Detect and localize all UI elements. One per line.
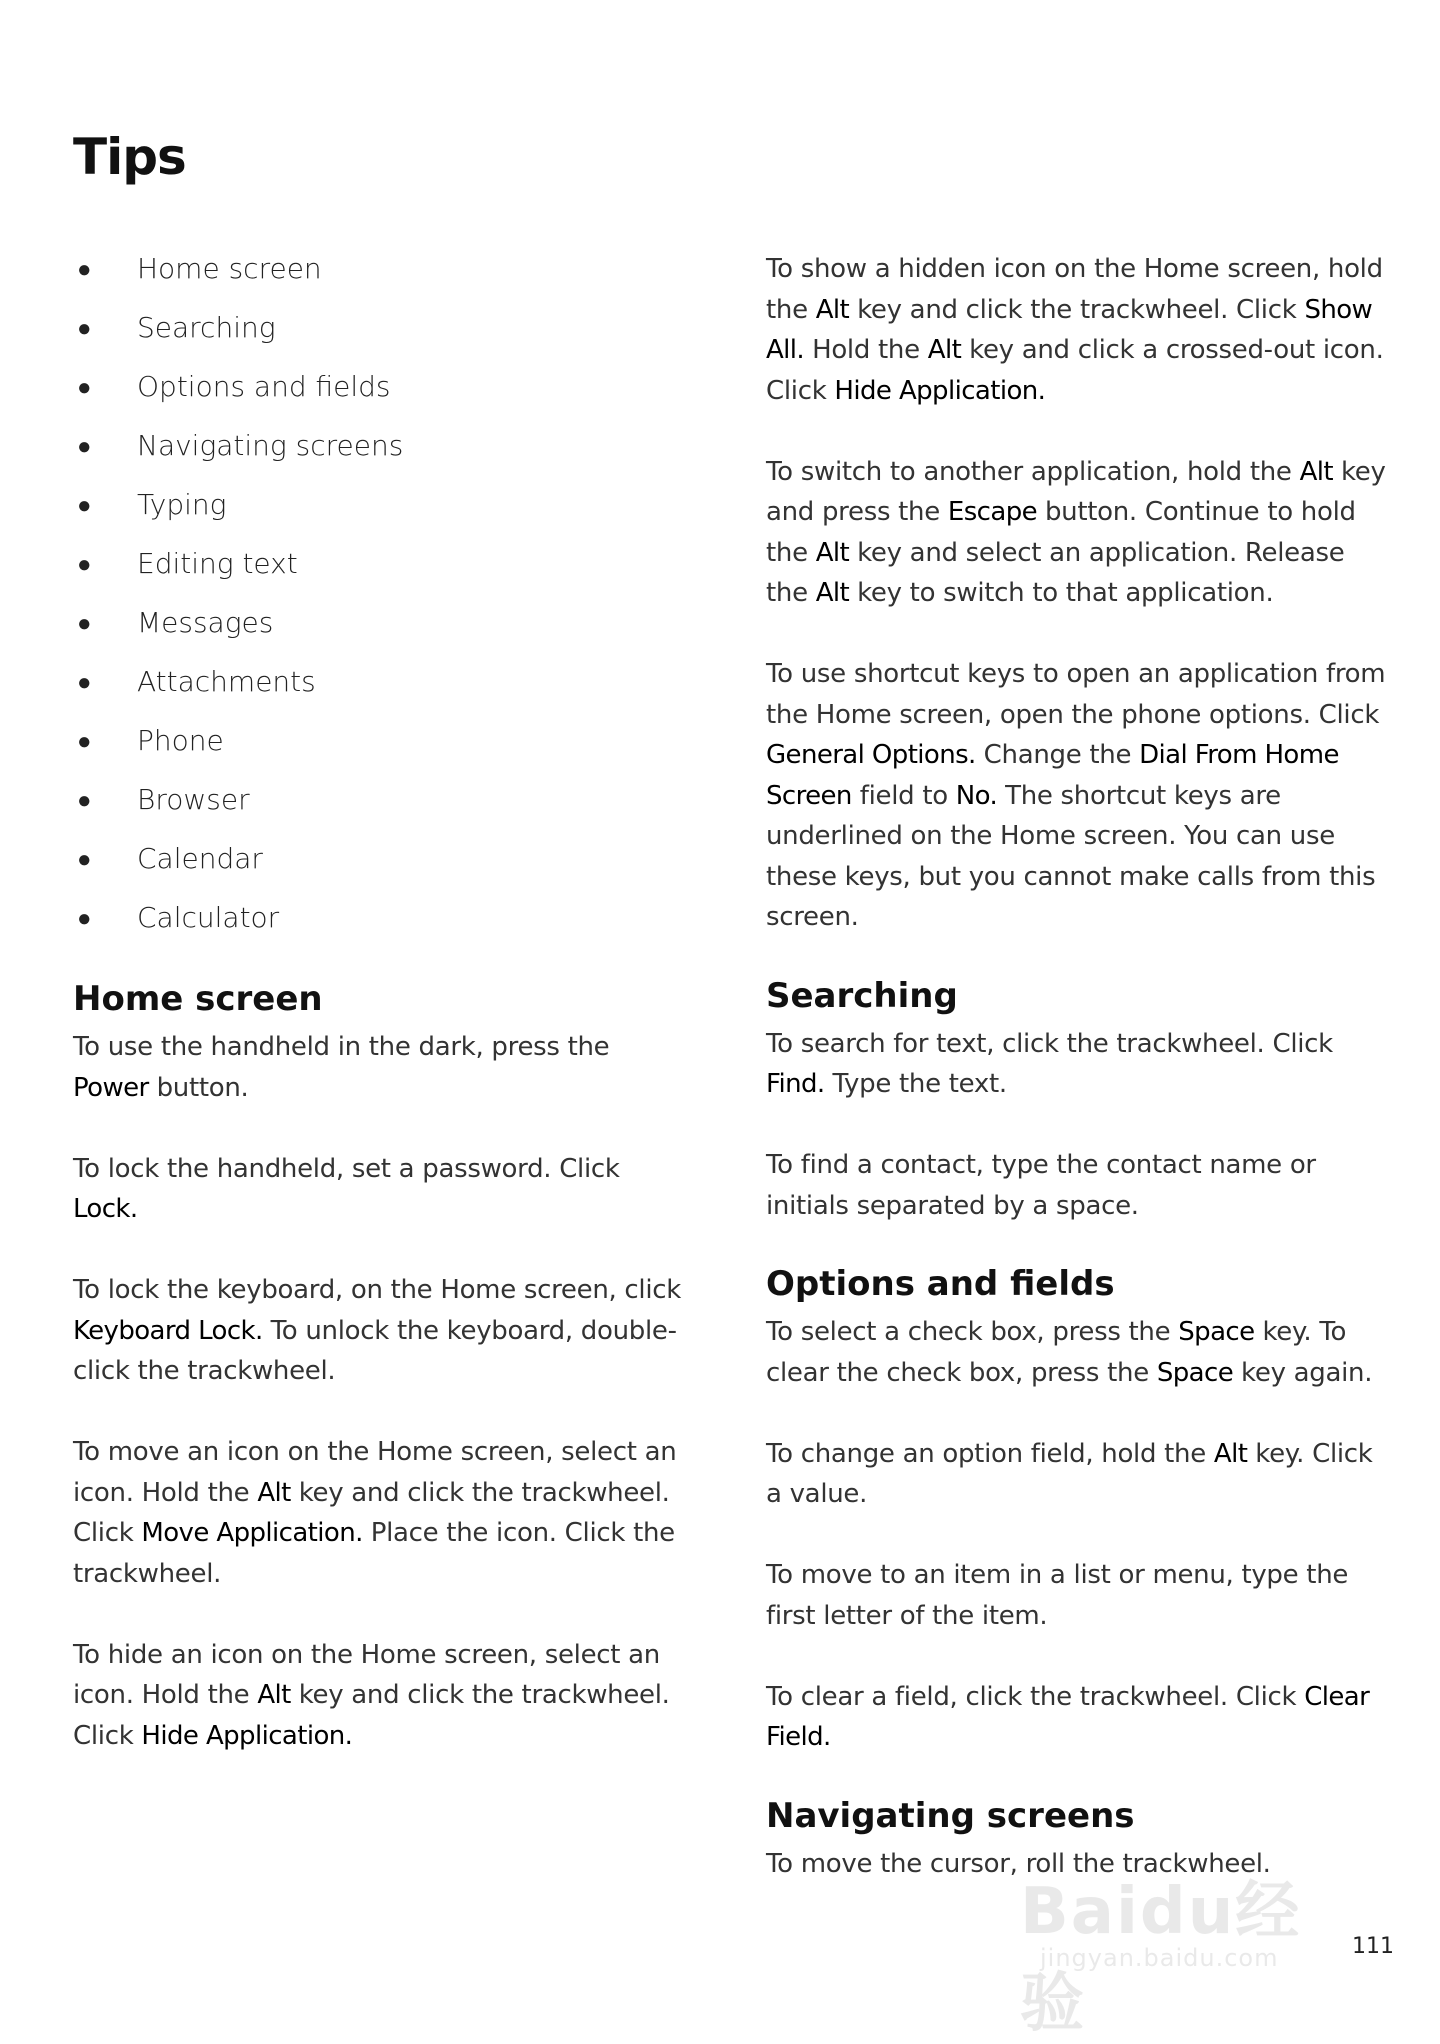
- page-title: Tips: [73, 128, 186, 186]
- watermark-text: Baidu经验: [1020, 1875, 1302, 2041]
- home-paragraph: To use the handheld in the dark, press the Power button.: [73, 1032, 610, 1103]
- options-paragraph: To move to an item in a list or menu, type the first letter of the item.: [766, 1560, 1349, 1631]
- options-paragraph: To clear a field, click the trackwheel. Click Clear Field.: [766, 1681, 1370, 1752]
- home-paragraph: To lock the handheld, set a password. Click Lock.: [73, 1153, 620, 1224]
- bullet-icon: ●: [77, 550, 92, 578]
- page-number: 111: [1352, 1934, 1394, 1959]
- right-column: [766, 249, 1388, 1884]
- list-item: ● Calendar: [73, 839, 689, 898]
- bullet-icon: ●: [77, 373, 92, 401]
- list-item: ● Home screen: [73, 249, 689, 308]
- bullet-icon: ●: [77, 491, 92, 519]
- searching-paragraph: To search for text, click the trackwheel. Click Find. Type the text.: [766, 1028, 1333, 1099]
- home-paragraph: To use shortcut keys to open an application from the Home screen, open the phone options. Click General Options. Change the Dial From Home Screen field to No. The shortcut keys are underlined on the Home screen. You can use these keys, but you cannot make calls from this screen.: [766, 659, 1386, 932]
- list-item: ● Navigating screens: [73, 426, 689, 485]
- options-paragraph: To select a check box, press the Space key. To clear the check box, press the Space key again.: [766, 1317, 1373, 1388]
- bullet-icon: ●: [77, 609, 92, 637]
- searching-paragraph: To find a contact, type the contact name or initials separated by a space.: [766, 1150, 1316, 1221]
- home-paragraph: To show a hidden icon on the Home screen, hold the Alt key and click the trackwheel. Click Show All. Hold the Alt key and click a crossed-out icon. Click Hide Application.: [766, 254, 1384, 406]
- left-column: [73, 249, 689, 1756]
- list-item: ● Searching: [73, 308, 689, 367]
- options-heading: Options and fields: [766, 1264, 1115, 1304]
- bullet-icon: ●: [77, 255, 92, 283]
- options-paragraph: To change an option field, hold the Alt key. Click a value.: [766, 1438, 1373, 1509]
- list-item: ● Editing text: [73, 544, 689, 603]
- home-paragraph: To lock the keyboard, on the Home screen, click Keyboard Lock. To unlock the keyboard, double-click the trackwheel.: [73, 1275, 682, 1386]
- home-paragraph: To move an icon on the Home screen, select an icon. Hold the Alt key and click the trackwheel. Click Move Application. Place the icon. Click the trackwheel.: [73, 1437, 677, 1589]
- bullet-icon: ●: [77, 727, 92, 755]
- list-item: ● Messages: [73, 603, 689, 662]
- bullet-icon: ●: [77, 432, 92, 460]
- list-item: ● Browser: [73, 780, 689, 839]
- navigating-heading: Navigating screens: [766, 1795, 1135, 1836]
- list-item: ● Typing: [73, 485, 689, 544]
- home-paragraph: To switch to another application, hold the Alt key and press the Escape button. Continue to hold the Alt key and select an application. Release the Alt key to switch to that application.: [766, 456, 1386, 608]
- list-item: ● Calculator: [73, 898, 689, 957]
- tips-topic-list: [73, 249, 689, 957]
- home-screen-heading: Home screen: [73, 979, 323, 1019]
- navigating-paragraph: To move the cursor, roll the trackwheel.: [766, 1848, 1271, 1879]
- bullet-icon: ●: [77, 668, 92, 696]
- bullet-icon: ●: [77, 845, 92, 873]
- bullet-icon: ●: [77, 904, 92, 932]
- searching-heading: Searching: [766, 975, 958, 1016]
- bullet-icon: ●: [77, 786, 92, 814]
- list-item: ● Attachments: [73, 662, 689, 721]
- home-paragraph: To hide an icon on the Home screen, select an icon. Hold the Alt key and click the trackwheel. Click Hide Application.: [73, 1639, 670, 1751]
- watermark-url: jingyan.baidu.com: [1040, 1944, 1279, 1972]
- bullet-icon: ●: [77, 314, 92, 342]
- list-item: ● Options and fields: [73, 367, 689, 426]
- list-item: ● Phone: [73, 721, 689, 780]
